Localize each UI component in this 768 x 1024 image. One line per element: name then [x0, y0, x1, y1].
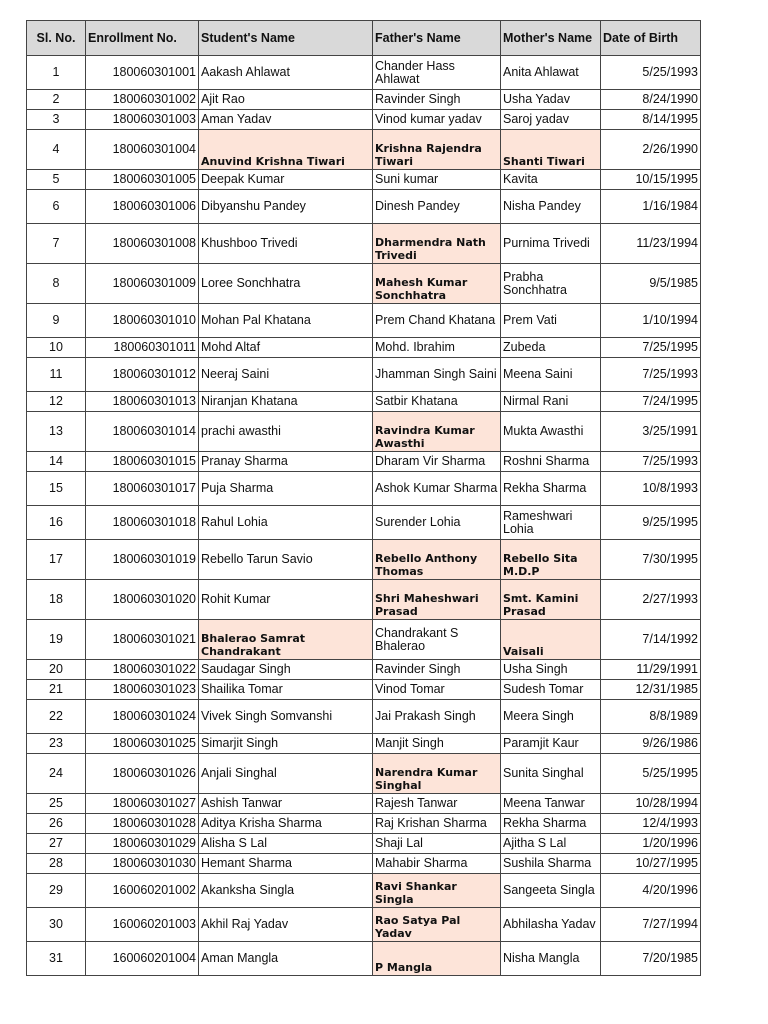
- cell-enrollment-no: 180060301013: [86, 392, 199, 412]
- table-row: [27, 358, 701, 392]
- cell-enrollment-no: 160060201002: [86, 874, 199, 908]
- cell-enrollment-no: 180060301015: [86, 452, 199, 472]
- cell-date-of-birth: 5/25/1995: [601, 754, 701, 794]
- cell-date-of-birth: 8/8/1989: [601, 700, 701, 734]
- cell-enrollment-no: 180060301023: [86, 680, 199, 700]
- cell-father-name: Raj Krishan Sharma: [373, 814, 501, 834]
- table-row: [27, 392, 701, 412]
- cell-student-name: Mohan Pal Khatana: [199, 304, 373, 338]
- cell-father-name: Rebello Anthony Thomas: [373, 540, 501, 580]
- header-date-of-birth: Date of Birth: [601, 21, 701, 56]
- cell-student-name: Aditya Krisha Sharma: [199, 814, 373, 834]
- cell-enrollment-no: 180060301021: [86, 620, 199, 660]
- cell-enrollment-no: 180060301008: [86, 224, 199, 264]
- table-row: [27, 794, 701, 814]
- cell-father-name: Ashok Kumar Sharma: [373, 472, 501, 506]
- cell-enrollment-no: 180060301003: [86, 110, 199, 130]
- cell-student-name: prachi awasthi: [199, 412, 373, 452]
- cell-student-name: Aakash Ahlawat: [199, 56, 373, 90]
- cell-mother-name: Nisha Mangla: [501, 942, 601, 976]
- cell-student-name: Loree Sonchhatra: [199, 264, 373, 304]
- cell-student-name: Pranay Sharma: [199, 452, 373, 472]
- cell-student-name: Anjali Singhal: [199, 754, 373, 794]
- cell-enrollment-no: 180060301019: [86, 540, 199, 580]
- cell-mother-name: Rebello Sita M.D.P: [501, 540, 601, 580]
- cell-student-name: Ashish Tanwar: [199, 794, 373, 814]
- cell-mother-name: Prabha Sonchhatra: [501, 264, 601, 304]
- cell-father-name: Ravinder Singh: [373, 660, 501, 680]
- cell-student-name: Vivek Singh Somvanshi: [199, 700, 373, 734]
- cell-mother-name: Rekha Sharma: [501, 814, 601, 834]
- cell-student-name: Mohd Altaf: [199, 338, 373, 358]
- cell-enrollment-no: 180060301022: [86, 660, 199, 680]
- table-row: [27, 814, 701, 834]
- header-enrollment-no: Enrollment No.: [86, 21, 199, 56]
- cell-date-of-birth: 1/20/1996: [601, 834, 701, 854]
- table-row: [27, 412, 701, 452]
- cell-student-name: Hemant Sharma: [199, 854, 373, 874]
- cell-student-name: Dibyanshu Pandey: [199, 190, 373, 224]
- table-row: [27, 130, 701, 170]
- cell-enrollment-no: 180060301024: [86, 700, 199, 734]
- cell-sl-no: 31: [27, 942, 86, 976]
- cell-father-name: Mahesh Kumar Sonchhatra: [373, 264, 501, 304]
- cell-enrollment-no: 180060301001: [86, 56, 199, 90]
- cell-student-name: Akanksha Singla: [199, 874, 373, 908]
- cell-father-name: Rajesh Tanwar: [373, 794, 501, 814]
- cell-date-of-birth: 9/5/1985: [601, 264, 701, 304]
- cell-student-name: Neeraj Saini: [199, 358, 373, 392]
- cell-date-of-birth: 2/26/1990: [601, 130, 701, 170]
- cell-mother-name: Rameshwari Lohia: [501, 506, 601, 540]
- table-row: [27, 754, 701, 794]
- cell-father-name: Chander Hass Ahlawat: [373, 56, 501, 90]
- cell-enrollment-no: 180060301018: [86, 506, 199, 540]
- table-row: [27, 506, 701, 540]
- cell-enrollment-no: 160060201004: [86, 942, 199, 976]
- table-row: [27, 90, 701, 110]
- header-father-name: Father's Name: [373, 21, 501, 56]
- cell-mother-name: Smt. Kamini Prasad: [501, 580, 601, 620]
- cell-mother-name: Sudesh Tomar: [501, 680, 601, 700]
- cell-father-name: Mahabir Sharma: [373, 854, 501, 874]
- cell-enrollment-no: 180060301027: [86, 794, 199, 814]
- cell-date-of-birth: 7/30/1995: [601, 540, 701, 580]
- cell-date-of-birth: 8/14/1995: [601, 110, 701, 130]
- cell-date-of-birth: 1/10/1994: [601, 304, 701, 338]
- cell-date-of-birth: 8/24/1990: [601, 90, 701, 110]
- cell-father-name: Vinod Tomar: [373, 680, 501, 700]
- table-row: [27, 452, 701, 472]
- cell-sl-no: 22: [27, 700, 86, 734]
- cell-sl-no: 27: [27, 834, 86, 854]
- cell-father-name: Suni kumar: [373, 170, 501, 190]
- cell-mother-name: Nisha Pandey: [501, 190, 601, 224]
- cell-enrollment-no: 180060301028: [86, 814, 199, 834]
- cell-father-name: Krishna Rajendra Tiwari: [373, 130, 501, 170]
- cell-enrollment-no: 180060301030: [86, 854, 199, 874]
- cell-mother-name: Sunita Singhal: [501, 754, 601, 794]
- cell-father-name: Jai Prakash Singh: [373, 700, 501, 734]
- cell-father-name: Mohd. Ibrahim: [373, 338, 501, 358]
- cell-mother-name: Prem Vati: [501, 304, 601, 338]
- header-mother-name: Mother's Name: [501, 21, 601, 56]
- cell-sl-no: 9: [27, 304, 86, 338]
- cell-enrollment-no: 160060201003: [86, 908, 199, 942]
- cell-enrollment-no: 180060301006: [86, 190, 199, 224]
- table-row: [27, 874, 701, 908]
- cell-father-name: Dharmendra Nath Trivedi: [373, 224, 501, 264]
- cell-sl-no: 8: [27, 264, 86, 304]
- cell-sl-no: 10: [27, 338, 86, 358]
- table-row: [27, 620, 701, 660]
- cell-date-of-birth: 4/20/1996: [601, 874, 701, 908]
- table-row: [27, 540, 701, 580]
- cell-date-of-birth: 7/27/1994: [601, 908, 701, 942]
- cell-date-of-birth: 9/26/1986: [601, 734, 701, 754]
- cell-father-name: Dharam Vir Sharma: [373, 452, 501, 472]
- cell-date-of-birth: 11/23/1994: [601, 224, 701, 264]
- cell-student-name: Aman Yadav: [199, 110, 373, 130]
- cell-enrollment-no: 180060301009: [86, 264, 199, 304]
- cell-mother-name: Kavita: [501, 170, 601, 190]
- cell-sl-no: 21: [27, 680, 86, 700]
- cell-student-name: Ajit Rao: [199, 90, 373, 110]
- cell-mother-name: Usha Yadav: [501, 90, 601, 110]
- cell-sl-no: 30: [27, 908, 86, 942]
- cell-date-of-birth: 7/24/1995: [601, 392, 701, 412]
- cell-enrollment-no: 180060301002: [86, 90, 199, 110]
- cell-student-name: Akhil Raj Yadav: [199, 908, 373, 942]
- cell-date-of-birth: 5/25/1993: [601, 56, 701, 90]
- cell-mother-name: Paramjit Kaur: [501, 734, 601, 754]
- cell-mother-name: Mukta Awasthi: [501, 412, 601, 452]
- cell-date-of-birth: 7/25/1993: [601, 452, 701, 472]
- cell-date-of-birth: 3/25/1991: [601, 412, 701, 452]
- cell-mother-name: Meena Saini: [501, 358, 601, 392]
- cell-student-name: Saudagar Singh: [199, 660, 373, 680]
- cell-mother-name: Sushila Sharma: [501, 854, 601, 874]
- cell-father-name: Prem Chand Khatana: [373, 304, 501, 338]
- cell-father-name: Ravi Shankar Singla: [373, 874, 501, 908]
- cell-enrollment-no: 180060301011: [86, 338, 199, 358]
- header-student-name: Student's Name: [199, 21, 373, 56]
- table-row: [27, 472, 701, 506]
- cell-enrollment-no: 180060301025: [86, 734, 199, 754]
- cell-date-of-birth: 12/31/1985: [601, 680, 701, 700]
- cell-sl-no: 26: [27, 814, 86, 834]
- cell-student-name: Alisha S Lal: [199, 834, 373, 854]
- cell-enrollment-no: 180060301014: [86, 412, 199, 452]
- cell-date-of-birth: 11/29/1991: [601, 660, 701, 680]
- cell-student-name: Anuvind Krishna Tiwari: [199, 130, 373, 170]
- cell-sl-no: 13: [27, 412, 86, 452]
- cell-enrollment-no: 180060301026: [86, 754, 199, 794]
- cell-student-name: Puja Sharma: [199, 472, 373, 506]
- table-row: [27, 834, 701, 854]
- cell-father-name: Surender Lohia: [373, 506, 501, 540]
- table-row: [27, 580, 701, 620]
- table-row: [27, 908, 701, 942]
- cell-mother-name: Usha Singh: [501, 660, 601, 680]
- table-row: [27, 190, 701, 224]
- cell-enrollment-no: 180060301017: [86, 472, 199, 506]
- cell-father-name: Dinesh Pandey: [373, 190, 501, 224]
- table-body: [27, 56, 701, 976]
- cell-sl-no: 16: [27, 506, 86, 540]
- cell-mother-name: Abhilasha Yadav: [501, 908, 601, 942]
- cell-father-name: Chandrakant S Bhalerao: [373, 620, 501, 660]
- header-sl-no: Sl. No.: [27, 21, 86, 56]
- header-row: [27, 21, 701, 56]
- cell-date-of-birth: 7/25/1993: [601, 358, 701, 392]
- cell-sl-no: 12: [27, 392, 86, 412]
- table-row: [27, 56, 701, 90]
- cell-father-name: Satbir Khatana: [373, 392, 501, 412]
- cell-father-name: Shri Maheshwari Prasad: [373, 580, 501, 620]
- cell-mother-name: Anita Ahlawat: [501, 56, 601, 90]
- cell-mother-name: Saroj yadav: [501, 110, 601, 130]
- cell-date-of-birth: 10/28/1994: [601, 794, 701, 814]
- cell-mother-name: Meena Tanwar: [501, 794, 601, 814]
- cell-enrollment-no: 180060301020: [86, 580, 199, 620]
- cell-student-name: Deepak Kumar: [199, 170, 373, 190]
- cell-student-name: Khushboo Trivedi: [199, 224, 373, 264]
- cell-student-name: Rahul Lohia: [199, 506, 373, 540]
- cell-date-of-birth: 10/27/1995: [601, 854, 701, 874]
- cell-sl-no: 20: [27, 660, 86, 680]
- cell-sl-no: 24: [27, 754, 86, 794]
- cell-student-name: Simarjit Singh: [199, 734, 373, 754]
- table-row: [27, 170, 701, 190]
- cell-enrollment-no: 180060301029: [86, 834, 199, 854]
- cell-enrollment-no: 180060301012: [86, 358, 199, 392]
- cell-student-name: Shailika Tomar: [199, 680, 373, 700]
- cell-mother-name: Rekha Sharma: [501, 472, 601, 506]
- cell-mother-name: Meera Singh: [501, 700, 601, 734]
- cell-sl-no: 28: [27, 854, 86, 874]
- cell-student-name: Niranjan Khatana: [199, 392, 373, 412]
- cell-sl-no: 11: [27, 358, 86, 392]
- table-row: [27, 660, 701, 680]
- table-row: [27, 700, 701, 734]
- cell-mother-name: Nirmal Rani: [501, 392, 601, 412]
- cell-sl-no: 18: [27, 580, 86, 620]
- table-row: [27, 264, 701, 304]
- cell-sl-no: 15: [27, 472, 86, 506]
- table-row: [27, 110, 701, 130]
- cell-father-name: Ravindra Kumar Awasthi: [373, 412, 501, 452]
- cell-date-of-birth: 7/25/1995: [601, 338, 701, 358]
- cell-mother-name: Shanti Tiwari: [501, 130, 601, 170]
- cell-father-name: Narendra Kumar Singhal: [373, 754, 501, 794]
- cell-mother-name: Sangeeta Singla: [501, 874, 601, 908]
- cell-father-name: Rao Satya Pal Yadav: [373, 908, 501, 942]
- table-row: [27, 854, 701, 874]
- cell-mother-name: Roshni Sharma: [501, 452, 601, 472]
- cell-student-name: Rohit Kumar: [199, 580, 373, 620]
- table-row: [27, 942, 701, 976]
- cell-father-name: Vinod kumar yadav: [373, 110, 501, 130]
- cell-mother-name: Purnima Trivedi: [501, 224, 601, 264]
- cell-sl-no: 6: [27, 190, 86, 224]
- table-row: [27, 338, 701, 358]
- cell-sl-no: 3: [27, 110, 86, 130]
- cell-student-name: Bhalerao Samrat Chandrakant: [199, 620, 373, 660]
- cell-sl-no: 7: [27, 224, 86, 264]
- cell-enrollment-no: 180060301005: [86, 170, 199, 190]
- table-row: [27, 224, 701, 264]
- cell-sl-no: 5: [27, 170, 86, 190]
- cell-date-of-birth: 7/20/1985: [601, 942, 701, 976]
- cell-sl-no: 19: [27, 620, 86, 660]
- cell-student-name: Rebello Tarun Savio: [199, 540, 373, 580]
- cell-student-name: Aman Mangla: [199, 942, 373, 976]
- cell-sl-no: 4: [27, 130, 86, 170]
- cell-sl-no: 25: [27, 794, 86, 814]
- cell-date-of-birth: 10/15/1995: [601, 170, 701, 190]
- cell-date-of-birth: 10/8/1993: [601, 472, 701, 506]
- cell-sl-no: 23: [27, 734, 86, 754]
- cell-sl-no: 14: [27, 452, 86, 472]
- cell-date-of-birth: 7/14/1992: [601, 620, 701, 660]
- cell-sl-no: 2: [27, 90, 86, 110]
- table-row: [27, 734, 701, 754]
- cell-enrollment-no: 180060301004: [86, 130, 199, 170]
- cell-mother-name: Vaisali: [501, 620, 601, 660]
- cell-sl-no: 17: [27, 540, 86, 580]
- cell-father-name: Shaji Lal: [373, 834, 501, 854]
- cell-date-of-birth: 1/16/1984: [601, 190, 701, 224]
- cell-date-of-birth: 12/4/1993: [601, 814, 701, 834]
- cell-father-name: Ravinder Singh: [373, 90, 501, 110]
- cell-enrollment-no: 180060301010: [86, 304, 199, 338]
- student-table: [26, 20, 701, 976]
- cell-mother-name: Zubeda: [501, 338, 601, 358]
- cell-father-name: Manjit Singh: [373, 734, 501, 754]
- table-row: [27, 680, 701, 700]
- cell-father-name: P Mangla: [373, 942, 501, 976]
- cell-mother-name: Ajitha S Lal: [501, 834, 601, 854]
- cell-date-of-birth: 9/25/1995: [601, 506, 701, 540]
- table-row: [27, 304, 701, 338]
- cell-father-name: Jhamman Singh Saini: [373, 358, 501, 392]
- cell-sl-no: 29: [27, 874, 86, 908]
- cell-sl-no: 1: [27, 56, 86, 90]
- cell-date-of-birth: 2/27/1993: [601, 580, 701, 620]
